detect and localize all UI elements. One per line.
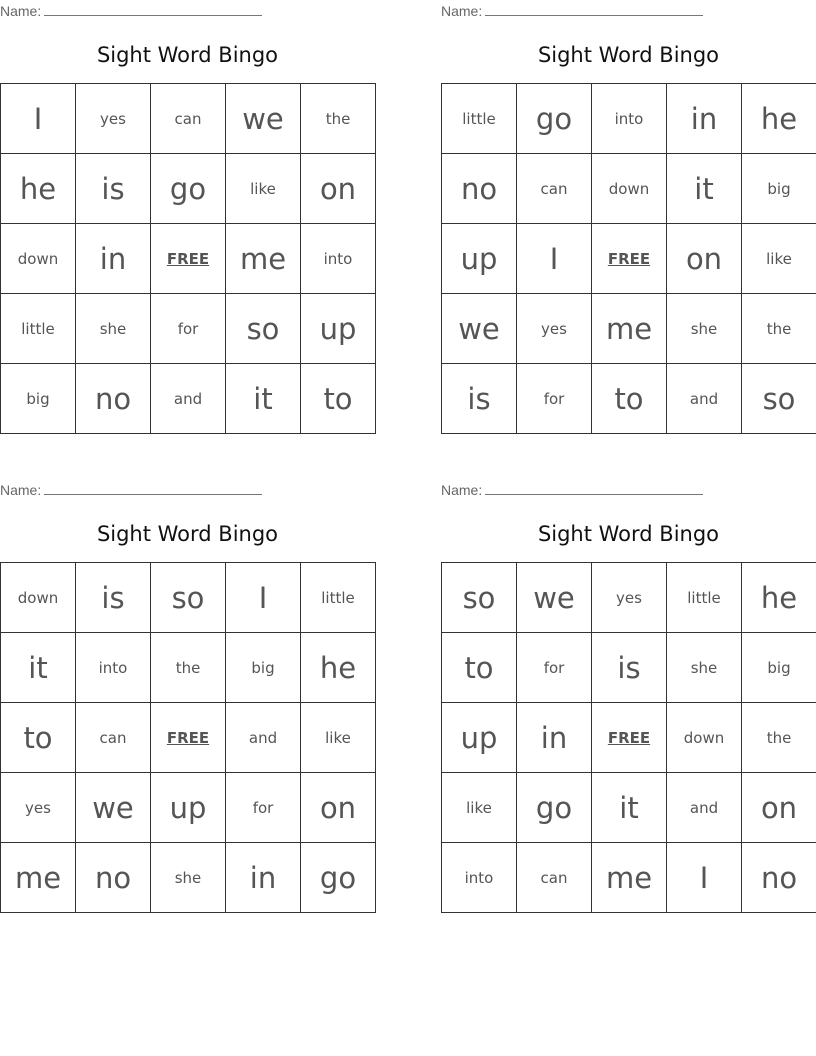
name-label: Name: bbox=[0, 482, 42, 498]
free-space-cell[interactable]: FREE bbox=[151, 224, 226, 294]
bingo-cell[interactable]: into bbox=[442, 843, 517, 913]
bingo-row bbox=[1, 843, 376, 913]
bingo-cell[interactable]: no bbox=[742, 843, 816, 913]
bingo-row bbox=[442, 773, 816, 843]
bingo-cell[interactable]: down bbox=[1, 563, 76, 633]
bingo-cell[interactable]: is bbox=[592, 633, 667, 703]
name-label: Name: bbox=[0, 3, 42, 19]
bingo-cell[interactable]: like bbox=[301, 703, 376, 773]
name-label: Name: bbox=[441, 482, 483, 498]
bingo-cell[interactable]: for bbox=[151, 294, 226, 364]
bingo-cell[interactable]: the bbox=[742, 703, 816, 773]
bingo-cell[interactable]: we bbox=[517, 563, 592, 633]
bingo-cell[interactable]: like bbox=[742, 224, 816, 294]
bingo-cell[interactable]: big bbox=[226, 633, 301, 703]
bingo-cell[interactable]: he bbox=[1, 154, 76, 224]
bingo-cell[interactable]: big bbox=[742, 633, 816, 703]
card-title: Sight Word Bingo bbox=[96, 522, 279, 546]
bingo-row bbox=[1, 294, 376, 364]
bingo-row bbox=[442, 154, 816, 224]
bingo-cell[interactable]: so bbox=[151, 563, 226, 633]
bingo-cell[interactable]: yes bbox=[517, 294, 592, 364]
bingo-cell[interactable]: on bbox=[301, 773, 376, 843]
bingo-cell[interactable]: so bbox=[742, 364, 816, 434]
card-title: Sight Word Bingo bbox=[96, 43, 279, 67]
bingo-cell[interactable]: little bbox=[1, 294, 76, 364]
bingo-cell[interactable]: down bbox=[592, 154, 667, 224]
bingo-cell[interactable]: the bbox=[151, 633, 226, 703]
bingo-cell[interactable]: into bbox=[301, 224, 376, 294]
bingo-cell[interactable]: like bbox=[226, 154, 301, 224]
bingo-cell[interactable]: and bbox=[667, 773, 742, 843]
bingo-cell[interactable]: me bbox=[592, 294, 667, 364]
bingo-cell[interactable]: and bbox=[667, 364, 742, 434]
bingo-cell[interactable]: no bbox=[442, 154, 517, 224]
bingo-cell[interactable]: on bbox=[742, 773, 816, 843]
bingo-grid bbox=[441, 562, 816, 913]
bingo-cell[interactable]: to bbox=[592, 364, 667, 434]
bingo-cell[interactable]: go bbox=[517, 84, 592, 154]
bingo-cell[interactable]: me bbox=[592, 843, 667, 913]
bingo-cell[interactable]: and bbox=[151, 364, 226, 434]
bingo-cell[interactable]: we bbox=[76, 773, 151, 843]
name-field[interactable] bbox=[441, 3, 703, 19]
bingo-cell[interactable]: we bbox=[226, 84, 301, 154]
bingo-cell[interactable]: into bbox=[592, 84, 667, 154]
bingo-cell[interactable]: up bbox=[442, 703, 517, 773]
bingo-cell[interactable]: in bbox=[76, 224, 151, 294]
bingo-cell[interactable]: on bbox=[667, 224, 742, 294]
bingo-cell[interactable]: she bbox=[667, 294, 742, 364]
bingo-cell[interactable]: is bbox=[76, 154, 151, 224]
bingo-cell[interactable]: can bbox=[76, 703, 151, 773]
bingo-cell[interactable]: for bbox=[226, 773, 301, 843]
bingo-row bbox=[442, 294, 816, 364]
bingo-grid bbox=[0, 83, 376, 434]
bingo-cell[interactable]: the bbox=[742, 294, 816, 364]
bingo-cell[interactable]: to bbox=[1, 703, 76, 773]
bingo-cell[interactable]: up bbox=[151, 773, 226, 843]
bingo-cell[interactable]: yes bbox=[592, 563, 667, 633]
bingo-row bbox=[442, 563, 816, 633]
bingo-cell[interactable]: up bbox=[301, 294, 376, 364]
bingo-grid bbox=[441, 83, 816, 434]
bingo-cell[interactable]: it bbox=[1, 633, 76, 703]
bingo-row bbox=[1, 703, 376, 773]
name-underline[interactable] bbox=[44, 3, 262, 16]
bingo-cell[interactable]: so bbox=[442, 563, 517, 633]
bingo-cell[interactable]: for bbox=[517, 633, 592, 703]
bingo-cell[interactable]: is bbox=[76, 563, 151, 633]
bingo-cell[interactable]: I bbox=[517, 224, 592, 294]
bingo-cell[interactable]: yes bbox=[76, 84, 151, 154]
bingo-cell[interactable]: to bbox=[442, 633, 517, 703]
bingo-cell[interactable]: is bbox=[442, 364, 517, 434]
free-space-cell[interactable]: FREE bbox=[592, 703, 667, 773]
bingo-row bbox=[1, 364, 376, 434]
bingo-cell[interactable]: in bbox=[517, 703, 592, 773]
bingo-cell[interactable]: in bbox=[226, 843, 301, 913]
free-space-cell[interactable]: FREE bbox=[151, 703, 226, 773]
bingo-cell[interactable]: so bbox=[226, 294, 301, 364]
name-field[interactable] bbox=[0, 3, 262, 19]
name-underline[interactable] bbox=[485, 3, 703, 16]
bingo-cell[interactable]: and bbox=[226, 703, 301, 773]
bingo-cell[interactable]: go bbox=[151, 154, 226, 224]
bingo-cell[interactable]: me bbox=[1, 843, 76, 913]
bingo-cell[interactable]: little bbox=[301, 563, 376, 633]
bingo-cell[interactable]: I bbox=[667, 843, 742, 913]
name-field[interactable] bbox=[441, 482, 703, 498]
bingo-cell[interactable]: for bbox=[517, 364, 592, 434]
bingo-cell[interactable]: she bbox=[76, 294, 151, 364]
bingo-row bbox=[442, 633, 816, 703]
bingo-row bbox=[1, 154, 376, 224]
name-field[interactable] bbox=[0, 482, 262, 498]
bingo-cell[interactable]: she bbox=[667, 633, 742, 703]
bingo-cell[interactable]: I bbox=[1, 84, 76, 154]
bingo-cell[interactable]: it bbox=[592, 773, 667, 843]
bingo-cell[interactable]: we bbox=[442, 294, 517, 364]
bingo-cell[interactable]: down bbox=[1, 224, 76, 294]
bingo-cell[interactable]: can bbox=[517, 154, 592, 224]
bingo-cell[interactable]: I bbox=[226, 563, 301, 633]
bingo-row bbox=[1, 773, 376, 843]
bingo-cell[interactable]: like bbox=[442, 773, 517, 843]
bingo-cell[interactable]: go bbox=[301, 843, 376, 913]
bingo-cell[interactable]: down bbox=[667, 703, 742, 773]
bingo-cell[interactable]: no bbox=[76, 364, 151, 434]
card-title: Sight Word Bingo bbox=[537, 522, 720, 546]
bingo-cell[interactable]: to bbox=[301, 364, 376, 434]
bingo-cell[interactable]: can bbox=[517, 843, 592, 913]
bingo-grid bbox=[0, 562, 376, 913]
bingo-cell[interactable]: on bbox=[301, 154, 376, 224]
bingo-cell[interactable]: he bbox=[742, 84, 816, 154]
bingo-cell[interactable]: yes bbox=[1, 773, 76, 843]
name-underline[interactable] bbox=[485, 482, 703, 495]
bingo-row bbox=[442, 364, 816, 434]
bingo-cell[interactable]: in bbox=[667, 84, 742, 154]
bingo-cell[interactable]: up bbox=[442, 224, 517, 294]
free-space-cell[interactable]: FREE bbox=[592, 224, 667, 294]
bingo-cell[interactable]: little bbox=[667, 563, 742, 633]
bingo-cell[interactable]: the bbox=[301, 84, 376, 154]
bingo-cell[interactable]: big bbox=[1, 364, 76, 434]
bingo-cell[interactable]: big bbox=[742, 154, 816, 224]
bingo-cell[interactable]: me bbox=[226, 224, 301, 294]
bingo-row bbox=[442, 224, 816, 294]
bingo-cell[interactable]: it bbox=[667, 154, 742, 224]
bingo-cell[interactable]: can bbox=[151, 84, 226, 154]
name-label: Name: bbox=[441, 3, 483, 19]
bingo-cell[interactable]: no bbox=[76, 843, 151, 913]
bingo-row bbox=[1, 633, 376, 703]
bingo-row bbox=[442, 703, 816, 773]
bingo-cell[interactable]: he bbox=[301, 633, 376, 703]
bingo-cell[interactable]: he bbox=[742, 563, 816, 633]
bingo-cell[interactable]: little bbox=[442, 84, 517, 154]
name-underline[interactable] bbox=[44, 482, 262, 495]
bingo-cell[interactable]: it bbox=[226, 364, 301, 434]
bingo-row bbox=[442, 84, 816, 154]
bingo-row bbox=[442, 843, 816, 913]
bingo-row bbox=[1, 84, 376, 154]
bingo-cell[interactable]: she bbox=[151, 843, 226, 913]
bingo-row bbox=[1, 224, 376, 294]
bingo-row bbox=[1, 563, 376, 633]
bingo-cell[interactable]: into bbox=[76, 633, 151, 703]
card-title: Sight Word Bingo bbox=[537, 43, 720, 67]
bingo-cell[interactable]: go bbox=[517, 773, 592, 843]
